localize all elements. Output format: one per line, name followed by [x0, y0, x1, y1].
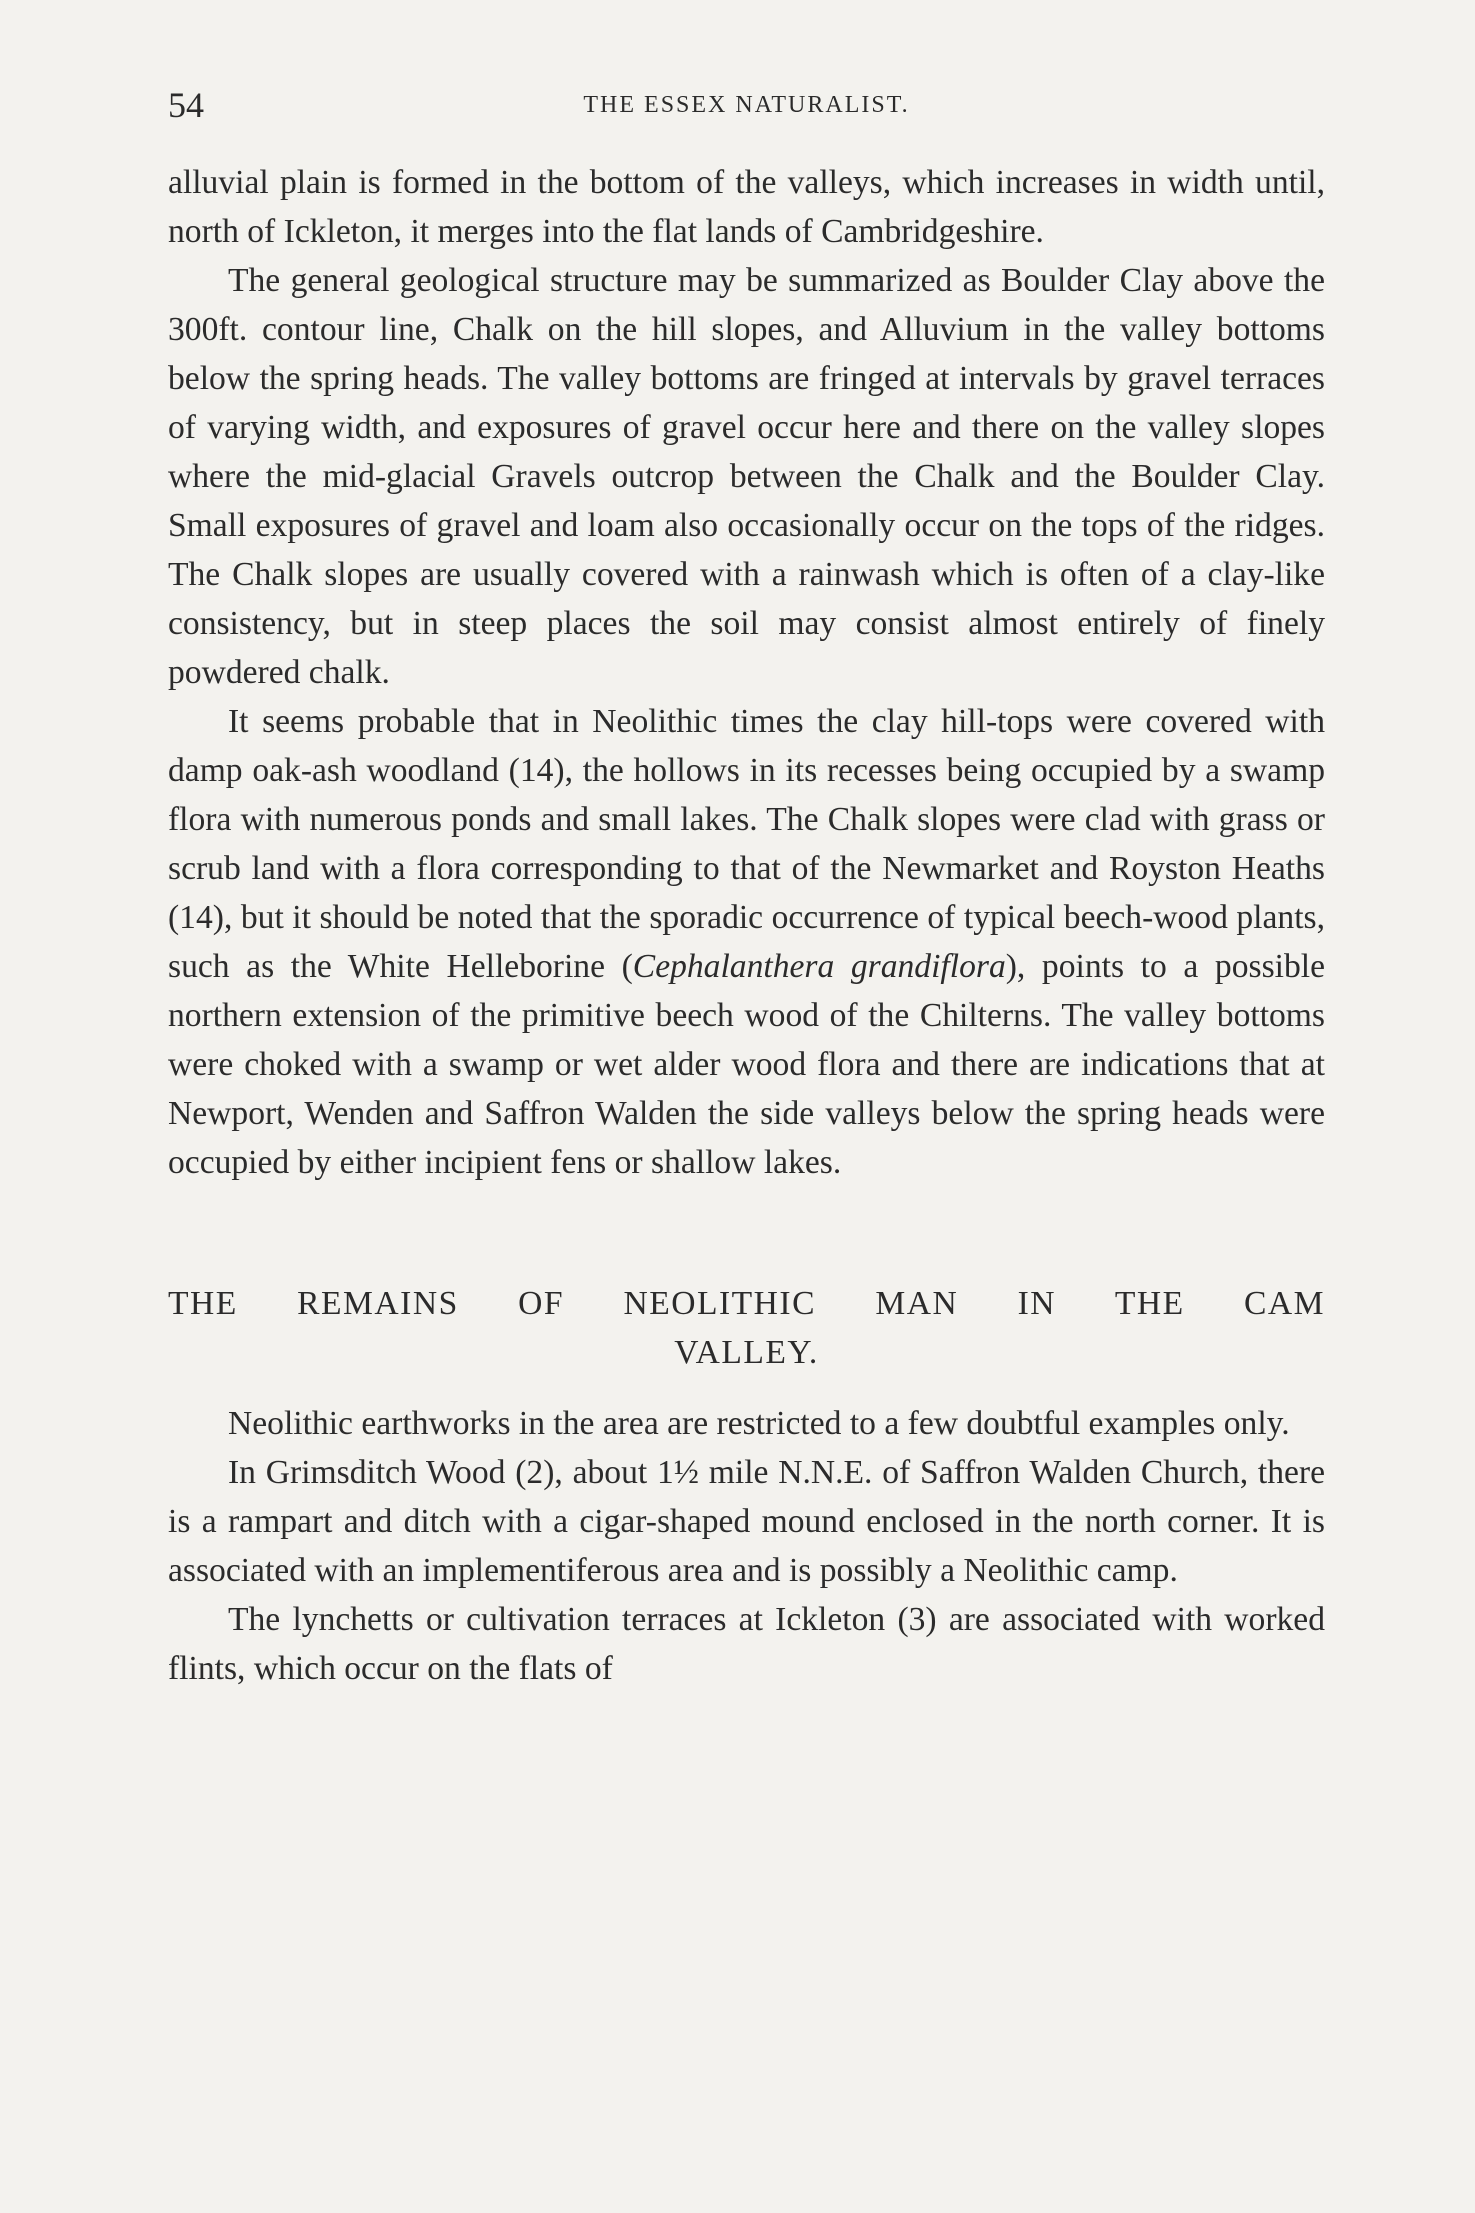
- section-heading: [168, 1279, 1325, 1377]
- species-name: Cephalanthera grandiflora: [632, 948, 1006, 985]
- section-heading-line-2: VALLEY.: [674, 1334, 819, 1371]
- section-paragraph-2: In Grimsditch Wood (2), about 1½ mile N.N.E. of Saffron Walden Church, there is a rampart and ditch with a cigar-shaped mound enclosed in the north corner. It is associated with an implementiferous area and is possibly a Neolithic camp.: [168, 1454, 1325, 1589]
- section-paragraph-3: The lynchetts or cultivation terraces at Ickleton (3) are associated with worked flints, which occur on the flats of: [168, 1601, 1325, 1687]
- section-paragraph-1: Neolithic earthworks in the area are restricted to a few doubtful examples only.: [228, 1405, 1290, 1442]
- section-heading-line-1: THE REMAINS OF NEOLITHIC MAN IN THE CAM: [168, 1285, 1325, 1322]
- paragraph-3-part-1: It seems probable that in Neolithic times the clay hill-tops were covered with damp oak-ash woodland (14), the hollows in its recesses being occupied by a swamp flora with numerous ponds and small lakes. The Chalk slopes were clad with grass or scrub land with a flora corresponding to that of the Newmarket and Royston Heaths (14), but it should be noted that the sporadic occurrence of typical beech-wood plants, such as the White Helleborine (: [168, 703, 1325, 985]
- page-number: 54: [168, 85, 204, 125]
- paragraph-3: [168, 697, 1325, 1187]
- body-text: [168, 158, 1325, 1693]
- paragraph-1: alluvial plain is formed in the bottom of the valleys, which increases in width until, north of Ickleton, it merges into the flat lands of Cambridgeshire.: [168, 164, 1325, 250]
- paragraph-2: The general geological structure may be summarized as Boulder Clay above the 300ft. contour line, Chalk on the hill slopes, and Alluvium in the valley bottoms below the spring heads. The valley bottoms are fringed at intervals by gravel terraces of varying width, and exposures of gravel occur here and there on the valley slopes where the mid-glacial Gravels outcrop between the Chalk and the Boulder Clay. Small exposures of gravel and loam also occasionally occur on the tops of the ridges. The Chalk slopes are usually covered with a rainwash which is often of a clay-like consistency, but in steep places the soil may consist almost entirely of finely powdered chalk.: [168, 262, 1325, 691]
- paragraph-3-part-2: ), points to a possible northern extension of the primitive beech wood of the Chilterns. The valley bottoms were choked with a swamp or wet alder wood flora and there are indications that at Newport, Wenden and Saffron Walden the side valleys below the spring heads were occupied by either incipient fens or shallow lakes.: [168, 948, 1325, 1181]
- page-header: [168, 84, 1325, 134]
- running-head: THE ESSEX NATURALIST.: [583, 92, 910, 118]
